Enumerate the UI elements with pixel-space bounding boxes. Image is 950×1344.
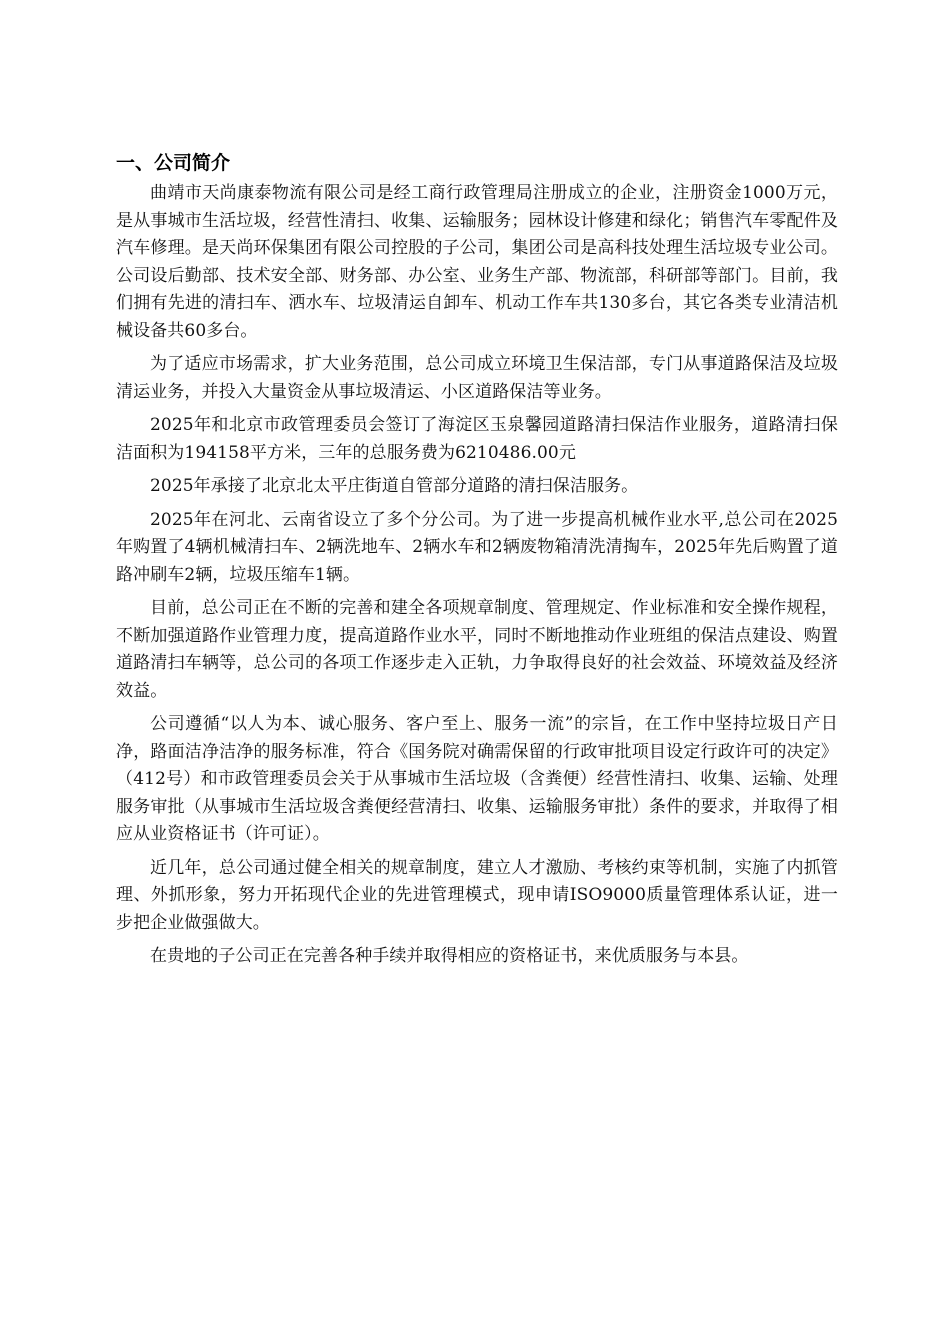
paragraph-management-mode: 近几年，总公司通过健全相关的规章制度，建立人才激励、考核约束等机制，实施了内抓管理、外抓形象，努力开拓现代企业的先进管理模式，现申请ISO9000质量管理体系认证，进一步把企业做强做大。 (116, 857, 838, 933)
paragraph-beijing-contract: 2025年和北京市政管理委员会签订了海淀区玉泉馨园道路清扫保洁作业服务，道路清扫保洁面积为194158平方米，三年的总服务费为6210486.00元 (116, 415, 838, 463)
paragraph-beitaipingzhuang-service: 2025年承接了北京北太平庄街道自管部分道路的清扫保洁服务。 (150, 476, 639, 496)
document-body (116, 148, 838, 977)
paragraph-business-expansion: 为了适应市场需求，扩大业务范围，总公司成立环境卫生保洁部，专门从事道路保洁及垃圾清运业务，并投入大量资金从事垃圾清运、小区道路保洁等业务。 (116, 354, 838, 402)
paragraph-service-principle: 公司遵循“以人为本、诚心服务、客户至上、服务一流”的宗旨，在工作中坚持垃圾日产日净，路面洁净洁净的服务标准，符合《国务院对确需保留的行政审批项目设定行政许可的决定》（412号）和市政管理委员会关于从事城市生活垃圾（含粪便）经营性清扫、收集、运输、处理服务审批（从事城市生活垃圾含粪便经营清扫、收集、运输服务审批）条件的要求，并取得了相应从业资格证书（许可证）。 (116, 714, 838, 844)
section-title: 一、公司简介 (116, 152, 231, 174)
paragraph-branch-offices: 2025年在河北、云南省设立了多个分公司。为了进一步提高机械作业水平,总公司在2025年购置了4辆机械清扫车、2辆洗地车、2辆水车和2辆废物箱清洗清掏车，2025年先后购置了道路冲刷车2辆，垃圾压缩车1辆。 (116, 509, 838, 585)
paragraph-company-overview: 曲靖市天尚康泰物流有限公司是经工商行政管理局注册成立的企业，注册资金1000万元，是从事城市生活垃圾，经营性清扫、收集、运输服务；园林设计修建和绿化；销售汽车零配件及汽车修理。是天尚环保集团有限公司控股的子公司，集团公司是高科技处理生活垃圾专业公司。公司设后勤部、技术安全部、财务部、办公室、业务生产部、物流部，科研部等部门。目前，我们拥有先进的清扫车、洒水车、垃圾清运自卸车、机动工作车共130多台，其它各类专业清洁机械设备共60多台。 (116, 183, 838, 341)
paragraph-regulations: 目前，总公司正在不断的完善和建全各项规章制度、管理规定、作业标准和安全操作规程，不断加强道路作业管理力度，提高道路作业水平，同时不断地推动作业班组的保洁点建设、购置道路清扫车辆等，总公司的各项工作逐步走入正轨，力争取得良好的社会效益、环境效益及经济效益。 (116, 598, 838, 701)
paragraph-local-subsidiary: 在贵地的子公司正在完善各种手续并取得相应的资格证书，来优质服务与本县。 (150, 946, 749, 966)
